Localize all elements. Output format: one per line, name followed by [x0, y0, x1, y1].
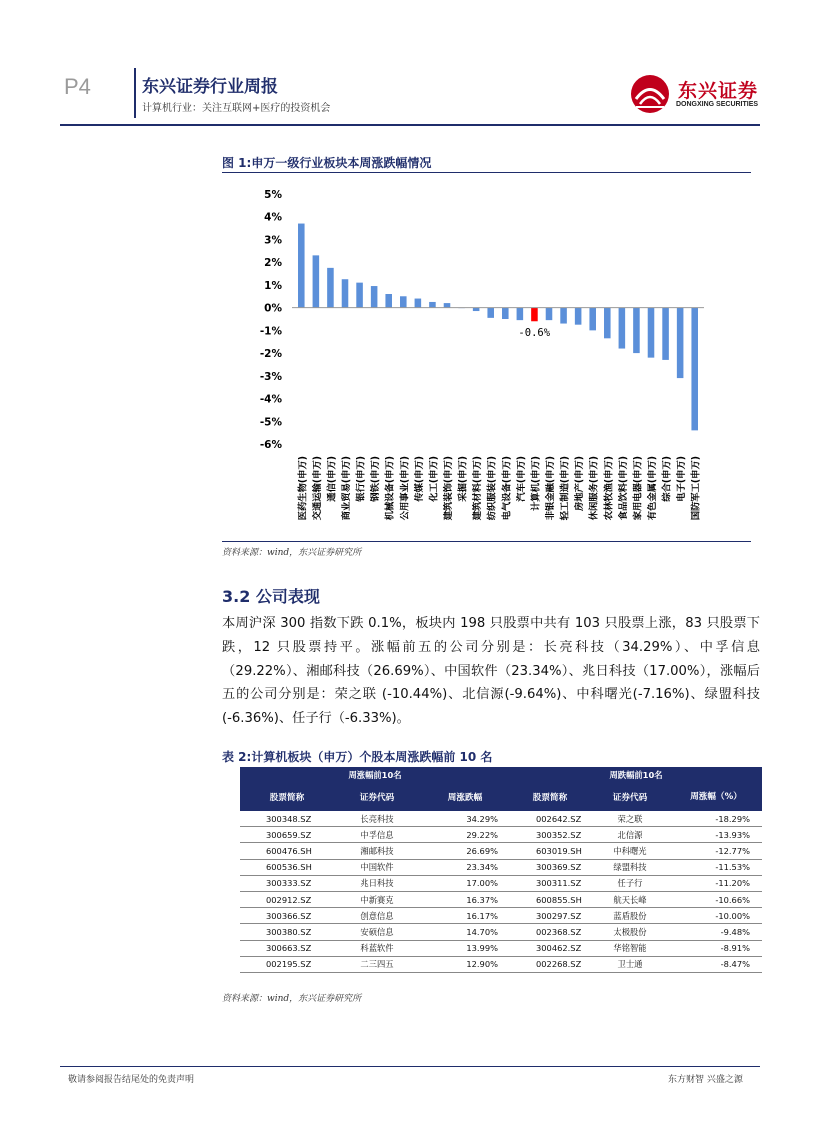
- x-tick-label: 传媒(申万): [413, 456, 425, 502]
- x-tick-label: 钢铁(申万): [370, 456, 382, 502]
- table-row: [240, 891, 762, 907]
- table-cell: 华铭智能: [590, 940, 670, 956]
- figure-title: 图 1:申万一级行业板块本周涨跌幅情况: [222, 156, 432, 170]
- x-tick-label: 房地产(申万): [574, 456, 586, 511]
- y-tick-label: 1%: [264, 279, 282, 292]
- bar: [589, 308, 596, 331]
- table-cell: -8.47%: [670, 956, 762, 972]
- table-cell: 300663.SZ: [240, 940, 334, 956]
- table-row: [240, 827, 762, 843]
- y-tick-label: 3%: [264, 234, 282, 247]
- col-header: 股票简称: [240, 783, 334, 811]
- table-cell: 600855.SH: [510, 891, 590, 907]
- bar: [502, 308, 509, 319]
- x-tick-label: 食品饮料(申万): [617, 456, 629, 521]
- x-tick-label: 非银金融(申万): [545, 456, 556, 521]
- table-cell: 兆日科技: [334, 875, 420, 891]
- bar: [371, 286, 378, 308]
- bar: [298, 224, 305, 308]
- x-tick-label: 电子(申万): [676, 456, 688, 502]
- table-cell: 长亮科技: [334, 811, 420, 827]
- x-tick-label: 公用事业(申万): [399, 456, 411, 521]
- y-tick-label: -1%: [259, 325, 282, 338]
- table-row: [240, 811, 762, 827]
- y-tick-label: 2%: [264, 257, 282, 270]
- bar: [429, 302, 436, 308]
- table-cell: 300352.SZ: [510, 827, 590, 843]
- bar: [546, 308, 553, 321]
- table-row: [240, 859, 762, 875]
- x-tick-label: 农林牧渔(申万): [603, 456, 615, 521]
- table-cell: 任子行: [590, 875, 670, 891]
- table-cell: -18.29%: [670, 811, 762, 827]
- bar: [487, 308, 494, 318]
- x-tick-label: 汽车(申万): [515, 456, 527, 502]
- figure-bottom-rule: [222, 541, 751, 542]
- table-cell: 600476.SH: [240, 843, 334, 859]
- table-cell: 002642.SZ: [510, 811, 590, 827]
- page-number: P4: [64, 74, 91, 99]
- table-cell: 300297.SZ: [510, 908, 590, 924]
- table-cell: 北信源: [590, 827, 670, 843]
- x-tick-label: 电气设备(申万): [501, 456, 513, 521]
- y-tick-label: 4%: [264, 211, 282, 224]
- footer-disclaimer: 敬请参阅报告结尾处的免责声明: [68, 1075, 195, 1085]
- x-tick-label: 国防军工(申万): [690, 456, 702, 521]
- table-cell: -9.48%: [670, 924, 762, 940]
- footer-rule: [60, 1066, 760, 1067]
- footer-slogan: 东方财智 兴盛之源: [668, 1075, 743, 1085]
- table-cell: 蓝盾股份: [590, 908, 670, 924]
- bar: [531, 308, 538, 322]
- table-cell: 34.29%: [420, 811, 510, 827]
- bar-series: [298, 224, 698, 431]
- table-cell: 29.22%: [420, 827, 510, 843]
- table-cell: 安硕信息: [334, 924, 420, 940]
- x-tick-label: 建筑材料(申万): [472, 456, 484, 521]
- table-row: [240, 843, 762, 859]
- industry-bar-chart: [222, 176, 752, 538]
- table-row: [240, 875, 762, 891]
- bar: [356, 283, 363, 308]
- table-cell: 中新赛克: [334, 891, 420, 907]
- table-cell: -13.93%: [670, 827, 762, 843]
- y-axis: [260, 189, 283, 451]
- stock-performance-table: [240, 767, 762, 973]
- table-cell: -11.53%: [670, 859, 762, 875]
- table-cell: 17.00%: [420, 875, 510, 891]
- table-cell: 300348.SZ: [240, 811, 334, 827]
- x-tick-label: 休闲服务(申万): [588, 456, 600, 521]
- table-source: 资料来源：wind，东兴证券研究所: [222, 994, 362, 1004]
- bar: [400, 296, 407, 307]
- table-cell: 12.90%: [420, 956, 510, 972]
- table-cell: 300333.SZ: [240, 875, 334, 891]
- table-cell: 二三四五: [334, 956, 420, 972]
- table-cell: 002195.SZ: [240, 956, 334, 972]
- bar: [327, 268, 334, 308]
- bar: [662, 308, 669, 360]
- y-tick-label: -2%: [259, 348, 282, 361]
- report-subtitle: 计算机行业：关注互联网+医疗的投资机会: [142, 103, 331, 114]
- bar: [691, 308, 698, 431]
- table-cell: 卫士通: [590, 956, 670, 972]
- bar: [313, 255, 320, 307]
- table-row: [240, 924, 762, 940]
- bar: [342, 279, 349, 307]
- table-title: 表 2:计算机板块（申万）个股本周涨跌幅前 10 名: [222, 750, 493, 764]
- table-cell: 14.70%: [420, 924, 510, 940]
- bar: [575, 308, 582, 325]
- table-cell: 科蓝软件: [334, 940, 420, 956]
- table-cell: 23.34%: [420, 859, 510, 875]
- table-cell: 中科曙光: [590, 843, 670, 859]
- logo-en-text: DONGXING SECURITIES: [676, 101, 759, 108]
- table-cell: -10.66%: [670, 891, 762, 907]
- x-tick-label: 家用电器(申万): [632, 456, 644, 521]
- highlight-annotation: -0.6%: [518, 327, 551, 340]
- y-tick-label: -4%: [259, 393, 282, 406]
- table-cell: 300462.SZ: [510, 940, 590, 956]
- table-cell: 002368.SZ: [510, 924, 590, 940]
- y-tick-label: -3%: [259, 370, 282, 383]
- bar: [385, 294, 392, 308]
- table-cell: 002912.SZ: [240, 891, 334, 907]
- table-cell: 300659.SZ: [240, 827, 334, 843]
- table-cell: -8.91%: [670, 940, 762, 956]
- y-tick-label: 5%: [264, 189, 282, 201]
- group-header-down: 周跌幅前10名: [510, 767, 762, 783]
- x-tick-label: 医药生物(申万): [297, 456, 309, 521]
- bar: [604, 308, 611, 339]
- y-tick-label: -5%: [259, 416, 282, 429]
- x-tick-label: 通信(申万): [326, 456, 338, 502]
- table-cell: 300311.SZ: [510, 875, 590, 891]
- col-header: 证券代码: [334, 783, 420, 811]
- table-cell: -12.77%: [670, 843, 762, 859]
- table-row: [240, 908, 762, 924]
- bar: [415, 299, 422, 308]
- y-tick-label: -6%: [259, 439, 282, 451]
- x-tick-label: 计算机(申万): [530, 456, 542, 511]
- x-tick-label: 采掘(申万): [457, 456, 469, 502]
- col-header: 证券代码: [590, 783, 670, 811]
- x-tick-label: 机械设备(申万): [384, 456, 396, 521]
- bar: [677, 308, 684, 378]
- table-cell: 300380.SZ: [240, 924, 334, 940]
- table-cell: 26.69%: [420, 843, 510, 859]
- table-cell: 创意信息: [334, 908, 420, 924]
- table-cell: 603019.SH: [510, 843, 590, 859]
- y-tick-label: 0%: [264, 302, 282, 315]
- table-cell: 300369.SZ: [510, 859, 590, 875]
- col-header: 周涨跌幅: [420, 783, 510, 811]
- table-row: [240, 956, 762, 972]
- bar: [473, 308, 480, 311]
- x-tick-label: 化工(申万): [428, 456, 440, 502]
- table-cell: 中国软件: [334, 859, 420, 875]
- figure-top-rule: [222, 172, 751, 173]
- col-header: 股票简称: [510, 783, 590, 811]
- x-tick-label: 商业贸易(申万): [341, 456, 352, 521]
- header-divider: [134, 68, 136, 118]
- table-cell: 航天长峰: [590, 891, 670, 907]
- table-cell: 绿盟科技: [590, 859, 670, 875]
- group-header-up: 周涨幅前10名: [240, 767, 510, 783]
- table-cell: 湘邮科技: [334, 843, 420, 859]
- table-cell: 002268.SZ: [510, 956, 590, 972]
- x-tick-label: 建筑装饰(申万): [443, 456, 454, 521]
- x-tick-label: 银行(申万): [355, 456, 367, 502]
- figure-source: 资料来源：wind，东兴证券研究所: [222, 548, 362, 558]
- table-cell: 16.17%: [420, 908, 510, 924]
- table-cell: 600536.SH: [240, 859, 334, 875]
- bar: [444, 303, 451, 308]
- table-cell: 太极股份: [590, 924, 670, 940]
- col-header: 周涨幅（%）: [670, 783, 762, 811]
- table-cell: 300366.SZ: [240, 908, 334, 924]
- logo-cn-text: 东兴证券: [678, 80, 759, 102]
- report-title: 东兴证券行业周报: [142, 77, 278, 97]
- table-cell: -11.20%: [670, 875, 762, 891]
- x-tick-label: 纺织服装(申万): [486, 456, 498, 521]
- table-cell: 荣之联: [590, 811, 670, 827]
- table-cell: 13.99%: [420, 940, 510, 956]
- x-tick-label: 综合(申万): [661, 456, 673, 502]
- bar: [619, 308, 626, 349]
- header-rule: [60, 124, 760, 126]
- section-paragraph: 本周沪深 300 指数下跌 0.1%，板块内 198 只股票中共有 103 只股票上涨，83 只股票下跌，12 只股票持平。涨幅前五的公司分别是：长亮科技（34.29%）、中孚信息（29.22%）、湘邮科技（26.69%）、中国软件（23.34%）、兆日科技（17.00%），涨幅后五的公司分别是：荣之联 (-10.44%)、北信源(-9.64%)、中科曙光(-7.16%)、绿盟科技(-6.36%)、任子行（-6.33%)。: [222, 616, 760, 727]
- bar: [648, 308, 655, 358]
- section-heading: 3.2 公司表现: [222, 587, 320, 606]
- bar: [633, 308, 640, 353]
- table-row: [240, 940, 762, 956]
- bar: [560, 308, 567, 324]
- x-tick-label: 轻工制造(申万): [559, 456, 571, 521]
- x-tick-label: 交通运输(申万): [311, 456, 323, 521]
- table-cell: 16.37%: [420, 891, 510, 907]
- x-axis-labels: [296, 456, 701, 521]
- bar: [517, 308, 524, 321]
- table-cell: 中孚信息: [334, 827, 420, 843]
- table-cell: -10.00%: [670, 908, 762, 924]
- x-tick-label: 有色金属(申万): [647, 456, 658, 521]
